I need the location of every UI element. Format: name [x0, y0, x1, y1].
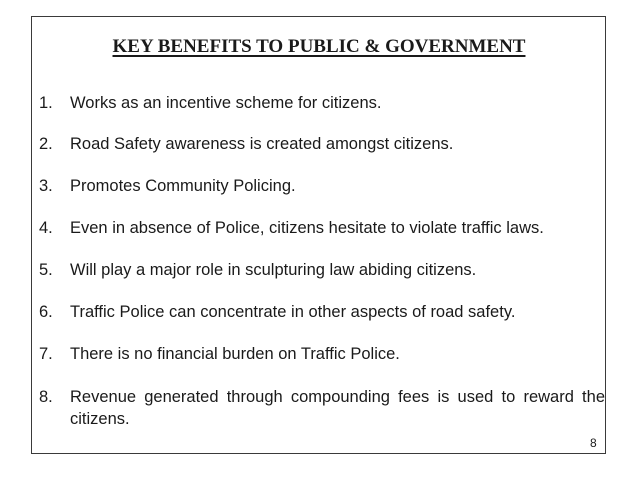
benefit-number: 1. — [39, 94, 53, 112]
benefit-item — [39, 259, 605, 281]
slide-title-text: KEY BENEFITS TO PUBLIC & GOVERNMENT — [112, 36, 526, 57]
benefit-number: 2. — [39, 135, 53, 153]
benefit-text: Road Safety awareness is created amongst citizens. — [70, 135, 454, 153]
benefit-text: Traffic Police can concentrate in other aspects of road safety. — [70, 303, 516, 321]
slide-title — [0, 36, 638, 58]
benefit-number: 4. — [39, 219, 53, 237]
benefit-number: 3. — [39, 177, 53, 195]
page-number: 8 — [590, 436, 597, 450]
benefit-item — [39, 217, 605, 239]
benefit-text: Promotes Community Policing. — [70, 177, 296, 195]
benefit-number: 6. — [39, 303, 53, 321]
benefit-item — [39, 301, 605, 323]
benefit-text: Revenue generated through compounding fees is used to reward the citizens. — [70, 388, 605, 428]
benefit-text: Even in absence of Police, citizens hesitate to violate traffic laws. — [70, 219, 544, 237]
benefit-item — [39, 343, 605, 365]
benefit-item — [39, 133, 605, 155]
benefit-item — [39, 175, 605, 197]
benefit-number: 5. — [39, 261, 53, 279]
benefit-text: There is no financial burden on Traffic Police. — [70, 345, 400, 363]
benefit-number: 8. — [39, 388, 53, 406]
benefit-item — [39, 386, 605, 430]
benefit-number: 7. — [39, 345, 53, 363]
benefit-text: Works as an incentive scheme for citizens. — [70, 94, 382, 112]
benefit-item — [39, 92, 605, 114]
benefit-text: Will play a major role in sculpturing law abiding citizens. — [70, 261, 477, 279]
